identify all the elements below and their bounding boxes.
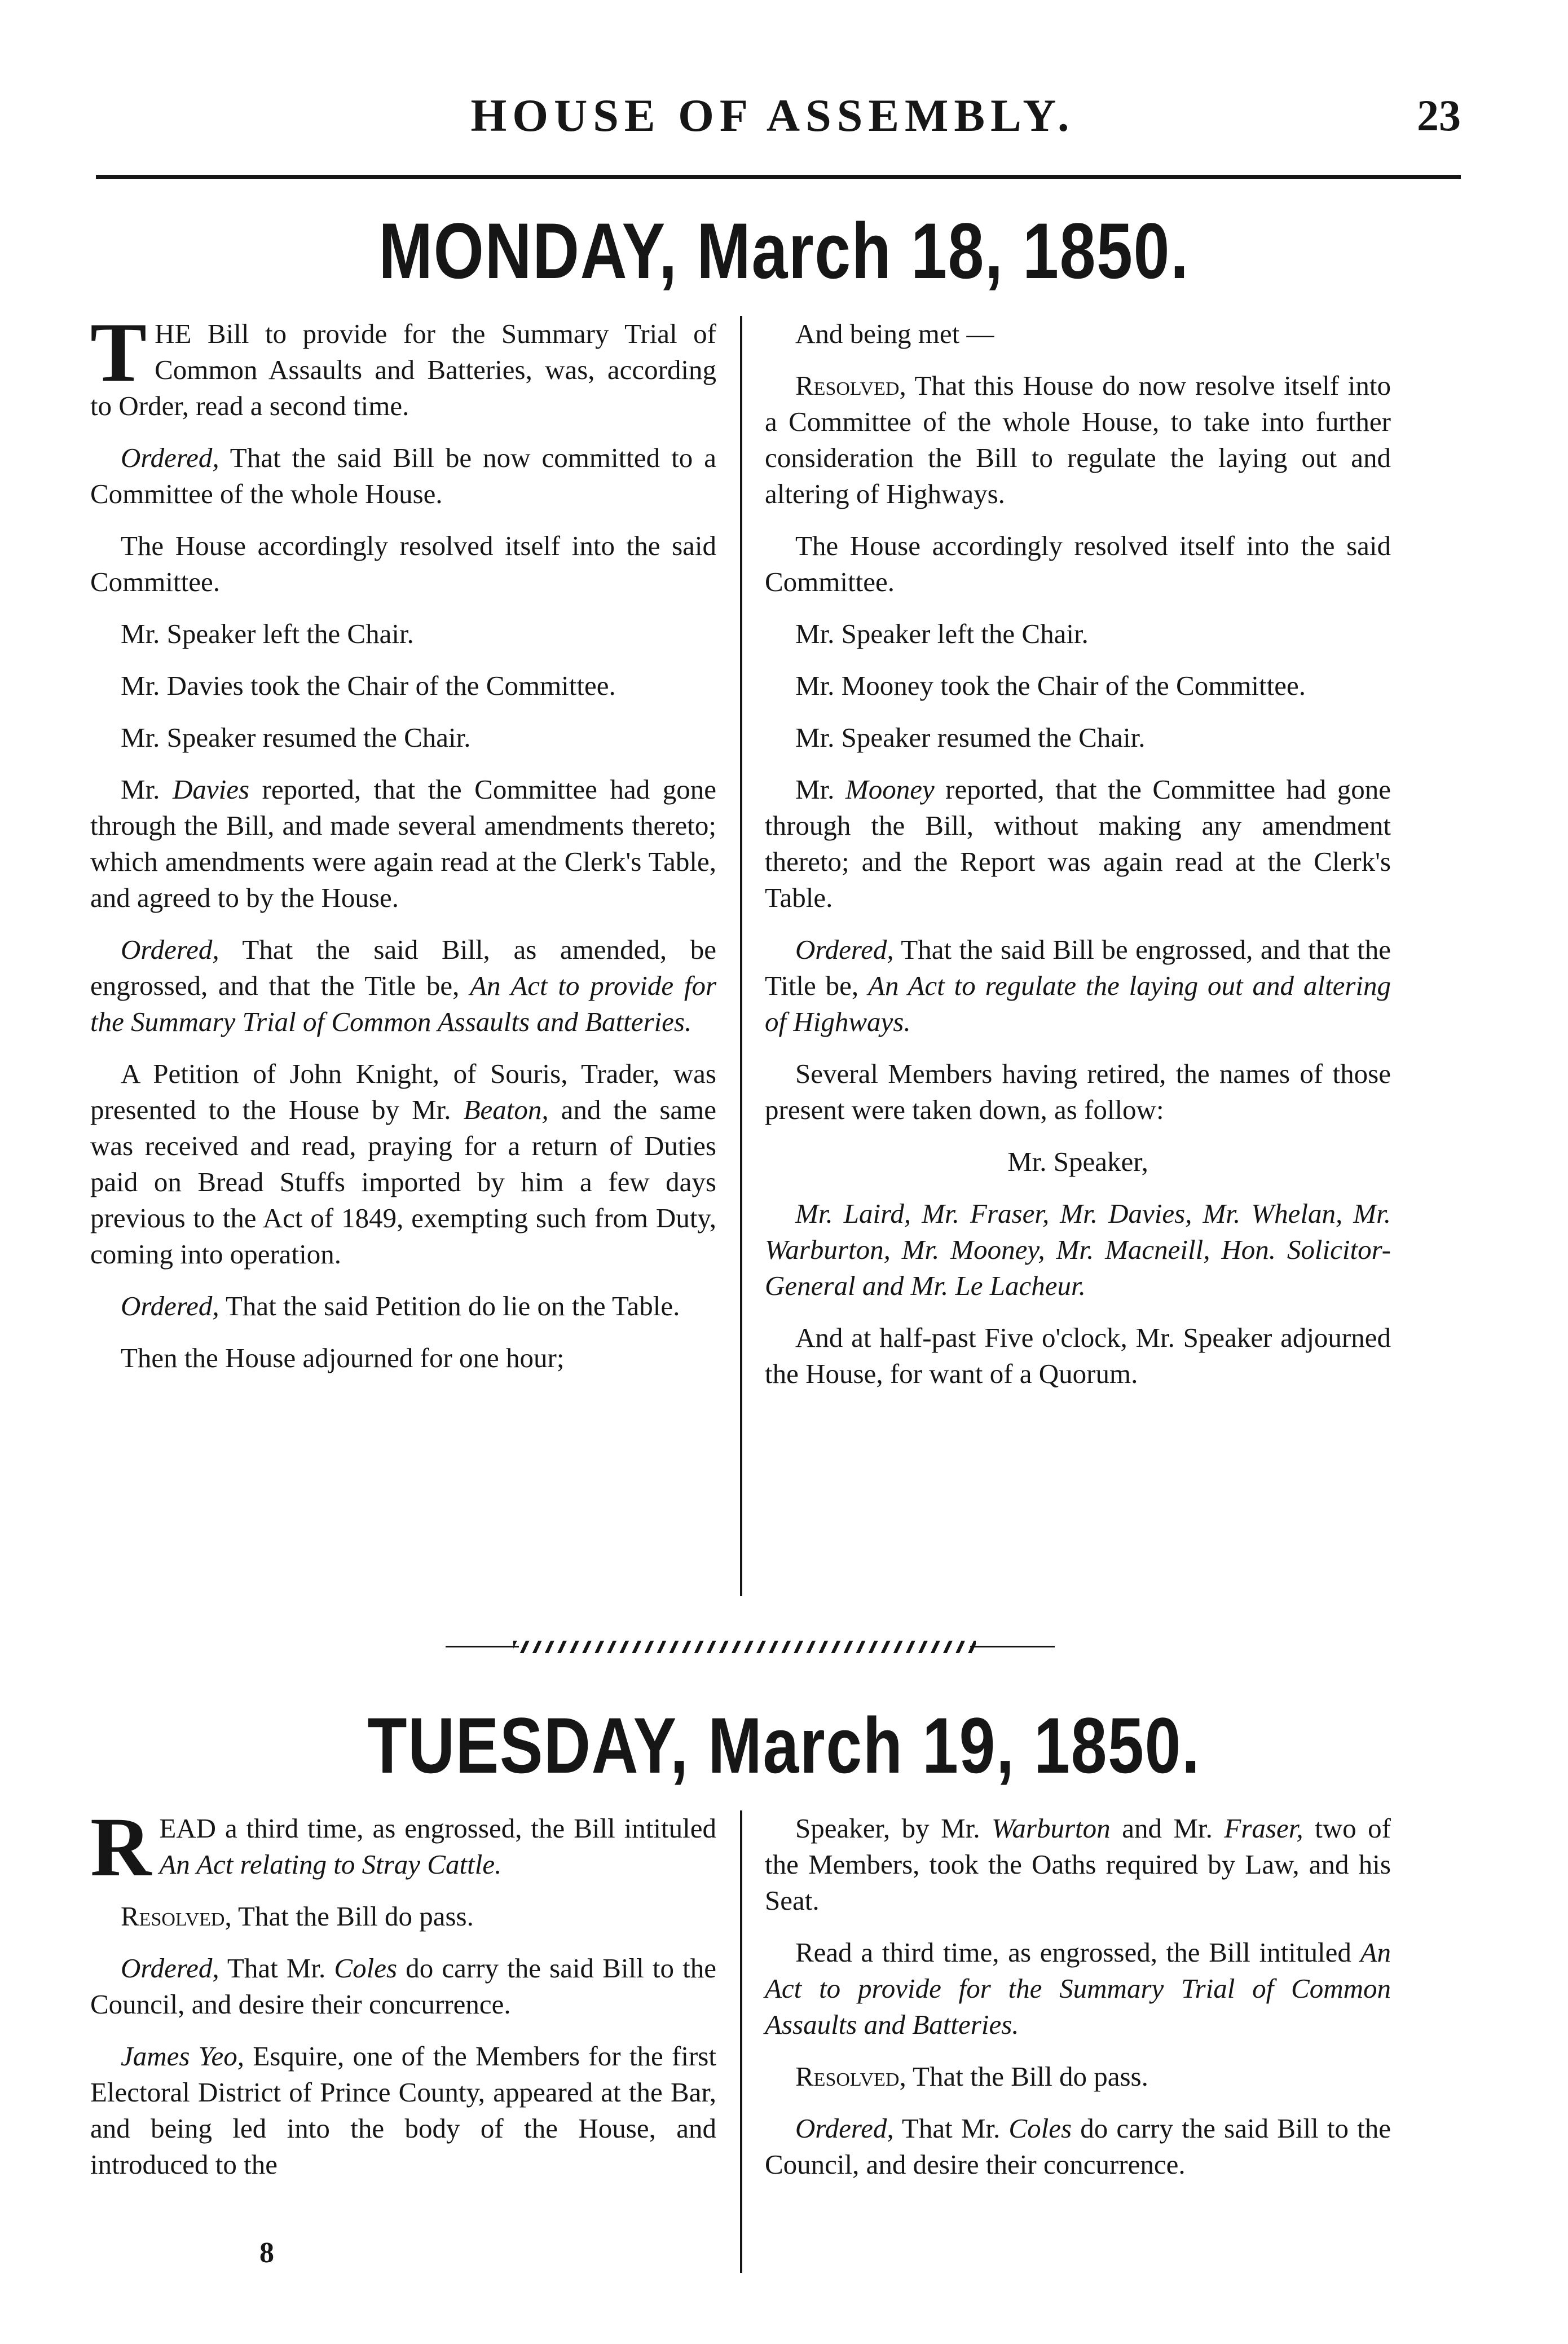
text-run: HE Bill to provide for the Summary Trial of Common Assaults and Batteries, was, according to Order, read a second time. bbox=[90, 318, 716, 421]
text-run: Mr. Speaker resumed the Chair. bbox=[795, 722, 1146, 753]
monday-right-column bbox=[765, 316, 1391, 1408]
member-name: Mooney bbox=[845, 774, 935, 805]
paragraph bbox=[765, 616, 1391, 652]
resolved-label: Resolved, bbox=[795, 2061, 906, 2092]
text-run: Mr. bbox=[121, 774, 173, 805]
text-run: Read a third time, as engrossed, the Bill intituled bbox=[795, 1937, 1360, 1968]
text-run: Mr. Speaker left the Chair. bbox=[795, 618, 1089, 649]
ordered-label: Ordered, bbox=[121, 934, 219, 965]
drop-cap: R bbox=[90, 1800, 152, 1894]
members-present: Mr. Laird, Mr. Fraser, Mr. Davies, Mr. Whelan, Mr. Warburton, Mr. Mooney, Mr. Macneill, Hon. Solicitor-General and Mr. Le Lacheur. bbox=[765, 1198, 1391, 1301]
paragraph bbox=[90, 932, 716, 1040]
drop-cap: T bbox=[90, 306, 147, 399]
speaker-line: Mr. Speaker, bbox=[1007, 1146, 1148, 1177]
text-run: That the said Bill be now committed to a Committee of the whole House. bbox=[90, 442, 716, 509]
text-run: And at half-past Five o'clock, Mr. Speaker adjourned the House, for want of a Quorum. bbox=[765, 1322, 1391, 1389]
text-run: and the same was received and read, praying for a return of Duties paid on Bread Stuffs imported by him a few days previous to the Act of 1849, exempting such from Duty, coming into operation. bbox=[90, 1094, 716, 1270]
paragraph bbox=[90, 528, 716, 600]
day-heading-monday: MONDAY, March 18, 1850. bbox=[378, 206, 1190, 295]
paragraph bbox=[90, 306, 716, 424]
page-number: 23 bbox=[1417, 91, 1461, 140]
text-run: That the said Bill, as amended, be engrossed, and that the Title be, bbox=[90, 934, 716, 1001]
paragraph bbox=[90, 1056, 716, 1272]
paragraph bbox=[765, 1320, 1391, 1392]
paragraph bbox=[765, 316, 1391, 352]
text-run: Mr. Davies took the Chair of the Committee. bbox=[121, 670, 616, 701]
paragraph bbox=[765, 668, 1391, 704]
text-run: Mr. Speaker left the Chair. bbox=[121, 618, 414, 649]
member-name: Fraser, bbox=[1224, 1813, 1303, 1844]
ordered-label: Ordered, bbox=[121, 1290, 219, 1321]
paragraph bbox=[765, 720, 1391, 756]
member-name: Beaton, bbox=[463, 1094, 549, 1125]
paragraph bbox=[90, 1898, 716, 1935]
paragraph bbox=[765, 932, 1391, 1040]
signature-mark: 8 bbox=[259, 2237, 274, 2269]
paragraph bbox=[765, 528, 1391, 600]
paragraph bbox=[765, 1935, 1391, 2043]
text-run: do carry the said Bill to the Council, and desire their concurrence. bbox=[765, 2113, 1391, 2180]
act-title: An Act to provide for the Summary Trial of Common Assaults and Batteries. bbox=[90, 970, 717, 1037]
paragraph bbox=[90, 440, 716, 512]
text-run: Mr. Speaker resumed the Chair. bbox=[121, 722, 471, 753]
text-run: The House accordingly resolved itself into the said Committee. bbox=[90, 530, 716, 597]
paragraph bbox=[90, 1950, 716, 2023]
member-name: James Yeo, bbox=[121, 2041, 245, 2072]
act-title: An Act to regulate the laying out and altering of Highways. bbox=[765, 970, 1391, 1037]
resolved-label: Resolved, bbox=[795, 370, 906, 401]
text-run: Mr. bbox=[795, 774, 845, 805]
text-run: A Petition of John Knight, of Souris, Trader, was presented to the House by Mr. bbox=[90, 1058, 716, 1125]
ordered-label: Ordered, bbox=[121, 442, 219, 473]
tuesday-left-column bbox=[90, 1800, 716, 2198]
text-run: EAD a third time, as engrossed, the Bill intituled bbox=[159, 1813, 716, 1844]
paragraph bbox=[90, 668, 716, 704]
text-run: That the Bill do pass. bbox=[231, 1901, 474, 1932]
paragraph bbox=[765, 1810, 1391, 1919]
paragraph bbox=[90, 1340, 716, 1376]
paragraph bbox=[90, 1800, 716, 1894]
resolved-label: Resolved, bbox=[121, 1901, 232, 1932]
column-divider bbox=[740, 316, 742, 1596]
paragraph bbox=[90, 2038, 716, 2183]
paragraph bbox=[90, 1288, 716, 1324]
ordered-label: Ordered, bbox=[795, 2113, 894, 2144]
header-rule bbox=[96, 175, 1461, 179]
text-run: Speaker, by Mr. bbox=[795, 1813, 992, 1844]
text-run: The House accordingly resolved itself into the said Committee. bbox=[765, 530, 1391, 597]
ordered-label: Ordered, bbox=[795, 934, 894, 965]
text-run: do carry the said Bill to the Council, and desire their concurrence. bbox=[90, 1953, 716, 2020]
column-divider bbox=[740, 1810, 742, 2273]
paragraph bbox=[765, 1144, 1391, 1180]
paragraph bbox=[765, 1196, 1391, 1304]
paragraph bbox=[765, 1056, 1391, 1128]
member-name: Coles bbox=[1008, 2113, 1072, 2144]
paragraph bbox=[765, 772, 1391, 916]
member-name: Davies bbox=[173, 774, 250, 805]
paragraph bbox=[765, 2111, 1391, 2183]
member-name: Warburton bbox=[992, 1813, 1111, 1844]
paragraph bbox=[765, 368, 1391, 512]
text-run: That the said Petition do lie on the Table. bbox=[219, 1290, 680, 1321]
text-run: That Mr. bbox=[219, 1953, 334, 1984]
text-run: That Mr. bbox=[893, 2113, 1009, 2144]
text-run: Mr. Mooney took the Chair of the Committee. bbox=[795, 670, 1306, 701]
tuesday-right-column bbox=[765, 1810, 1391, 2198]
member-name: Coles bbox=[334, 1953, 398, 1984]
section-ornament bbox=[446, 1638, 1055, 1655]
text-run: Then the House adjourned for one hour; bbox=[121, 1342, 565, 1373]
act-title: An Act relating to Stray Cattle. bbox=[159, 1849, 502, 1880]
text-run: That this House do now resolve itself into a Committee of the whole House, to take into further consideration the Bill to regulate the laying out and altering of Highways. bbox=[765, 370, 1391, 509]
text-run: and Mr. bbox=[1110, 1813, 1225, 1844]
text-run: Several Members having retired, the names of those present were taken down, as follow: bbox=[765, 1058, 1391, 1125]
paragraph bbox=[90, 616, 716, 652]
text-run: two of the Members, took the Oaths required by Law, and his Seat. bbox=[765, 1813, 1391, 1916]
running-head bbox=[85, 85, 1461, 152]
paragraph bbox=[90, 720, 716, 756]
running-title: HOUSE OF ASSEMBLY. bbox=[470, 90, 1075, 141]
paragraph bbox=[765, 2059, 1391, 2095]
text-run: That the said Bill be engrossed, and that the Title be, bbox=[765, 934, 1391, 1001]
text-run: That the Bill do pass. bbox=[906, 2061, 1148, 2092]
ordered-label: Ordered, bbox=[121, 1953, 219, 1984]
monday-left-column bbox=[90, 306, 717, 1392]
day-heading-tuesday: TUESDAY, March 19, 1850. bbox=[367, 1701, 1201, 1790]
text-run: reported, that the Committee had gone through the Bill, without making any amendment thereto; and the Report was again read at the Clerk's Table. bbox=[765, 774, 1391, 913]
paragraph bbox=[90, 772, 716, 916]
text-run: And being met — bbox=[795, 318, 994, 349]
text-run: reported, that the Committee had gone through the Bill, and made several amendments thereto; which amendments were again read at the Clerk's Table, and agreed to by the House. bbox=[90, 774, 716, 913]
text-run: Esquire, one of the Members for the first Electoral District of Prince County, appeared at the Bar, and being led into the body of the House, and introduced to the bbox=[90, 2041, 716, 2180]
act-title: An Act to provide for the Summary Trial of Common Assaults and Batteries. bbox=[765, 1937, 1391, 2040]
